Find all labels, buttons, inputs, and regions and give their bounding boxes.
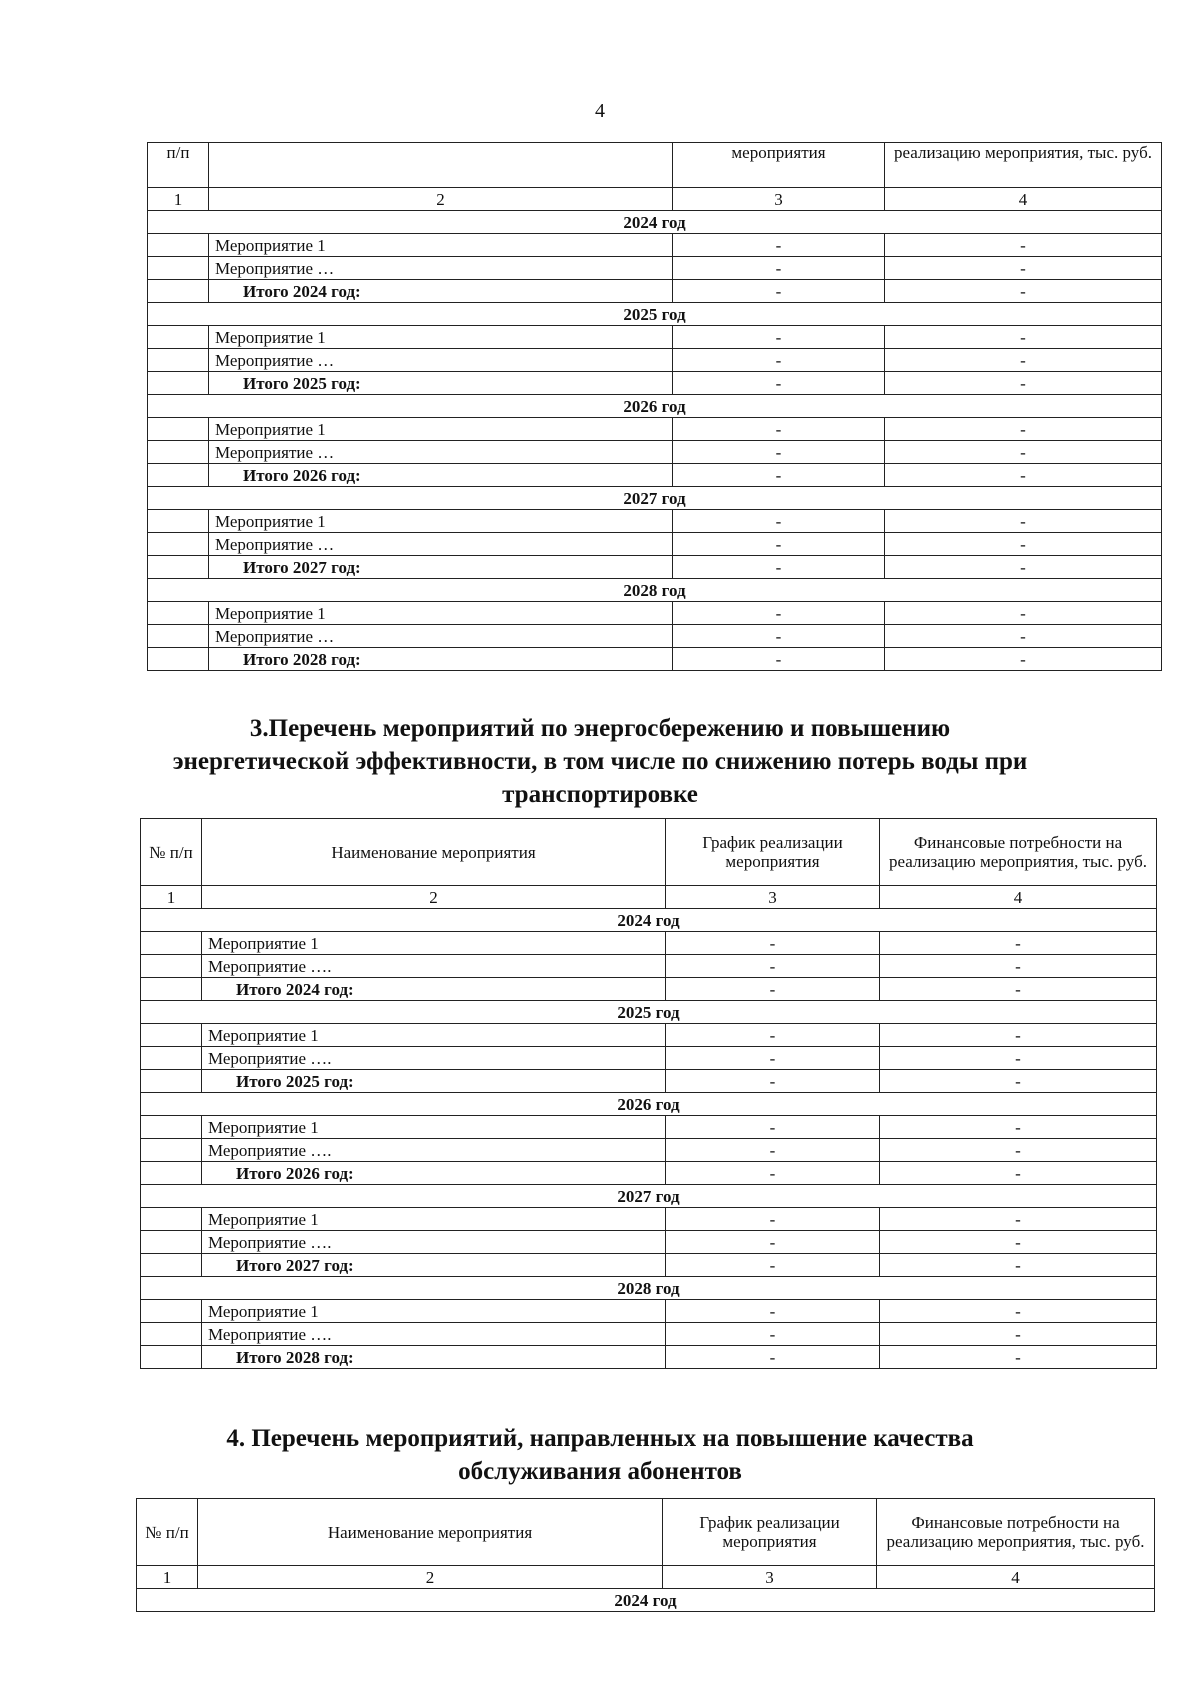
row-number-cell: [141, 1116, 202, 1139]
table-row: [148, 234, 1162, 257]
section-3-title-line: энергетической эффективности, в том числе по снижению потерь воды при: [172, 748, 1028, 775]
row-number-cell: [148, 349, 209, 372]
row-number-cell: [141, 1139, 202, 1162]
schedule-cell: -: [673, 510, 885, 533]
activity-name-cell: Мероприятие 1: [202, 1116, 666, 1139]
table-row: [148, 441, 1162, 464]
year-row: [148, 211, 1162, 234]
total-row: [141, 1162, 1157, 1185]
column-number: 2: [202, 886, 666, 909]
finance-cell: -: [880, 1300, 1157, 1323]
activity-name-cell: Мероприятие …: [209, 625, 673, 648]
activity-name-cell: Мероприятие 1: [209, 326, 673, 349]
finance-cell: -: [885, 464, 1162, 487]
activity-name-cell: Мероприятие ….: [202, 1231, 666, 1254]
year-row: [148, 303, 1162, 326]
column-number: 3: [663, 1566, 877, 1589]
finance-cell: -: [885, 257, 1162, 280]
table-row: [141, 1116, 1157, 1139]
column-number: 4: [880, 886, 1157, 909]
total-label-cell: Итого 2024 год:: [209, 280, 673, 303]
header-number: № п/п: [137, 1499, 198, 1566]
row-number-cell: [141, 955, 202, 978]
header-schedule: График реализации мероприятия: [666, 819, 880, 886]
schedule-cell: -: [673, 533, 885, 556]
schedule-cell: -: [666, 1323, 880, 1346]
year-heading: 2027 год: [148, 487, 1162, 510]
row-number-cell: [141, 1231, 202, 1254]
year-row: [148, 395, 1162, 418]
schedule-cell: -: [673, 441, 885, 464]
schedule-cell: -: [666, 1070, 880, 1093]
finance-cell: -: [880, 1070, 1157, 1093]
schedule-cell: -: [673, 556, 885, 579]
year-heading: 2024 год: [141, 909, 1157, 932]
table-row: [148, 349, 1162, 372]
table-row: [148, 326, 1162, 349]
activity-name-cell: Мероприятие ….: [202, 1139, 666, 1162]
total-row: [148, 372, 1162, 395]
total-row: [141, 978, 1157, 1001]
table-row: [148, 602, 1162, 625]
total-row: [148, 464, 1162, 487]
year-row: [141, 1185, 1157, 1208]
row-number-cell: [148, 326, 209, 349]
finance-cell: -: [885, 533, 1162, 556]
schedule-cell: -: [666, 1254, 880, 1277]
finance-cell: -: [885, 326, 1162, 349]
table-body: [148, 211, 1162, 671]
table-row: [141, 932, 1157, 955]
column-numbers-row: [148, 188, 1162, 211]
row-number-cell: [148, 648, 209, 671]
schedule-cell: -: [666, 1300, 880, 1323]
table-row: [141, 1231, 1157, 1254]
schedule-cell: -: [666, 1208, 880, 1231]
total-row: [141, 1254, 1157, 1277]
section-4-title: [0, 1422, 1200, 1488]
schedule-cell: -: [673, 326, 885, 349]
finance-cell: -: [880, 1139, 1157, 1162]
year-row: [141, 1093, 1157, 1116]
row-number-cell: [148, 257, 209, 280]
schedule-cell: -: [666, 1024, 880, 1047]
finance-cell: -: [885, 441, 1162, 464]
table-row: [141, 955, 1157, 978]
total-label-cell: Итого 2024 год:: [202, 978, 666, 1001]
table-row: [148, 510, 1162, 533]
schedule-cell: -: [673, 464, 885, 487]
row-number-cell: [148, 625, 209, 648]
header-name: [209, 143, 673, 188]
table-row: [148, 418, 1162, 441]
column-number: 3: [666, 886, 880, 909]
total-label-cell: Итого 2025 год:: [209, 372, 673, 395]
schedule-cell: -: [673, 648, 885, 671]
schedule-cell: -: [673, 418, 885, 441]
finance-cell: -: [880, 1116, 1157, 1139]
total-label-cell: Итого 2025 год:: [202, 1070, 666, 1093]
row-number-cell: [148, 464, 209, 487]
row-number-cell: [141, 1300, 202, 1323]
schedule-cell: -: [666, 978, 880, 1001]
row-number-cell: [148, 234, 209, 257]
row-number-cell: [148, 418, 209, 441]
row-number-cell: [141, 1254, 202, 1277]
header-name: Наименование мероприятия: [202, 819, 666, 886]
year-row: [137, 1589, 1155, 1612]
column-number: 4: [885, 188, 1162, 211]
finance-cell: -: [880, 1231, 1157, 1254]
activity-name-cell: Мероприятие 1: [202, 1024, 666, 1047]
finance-cell: -: [885, 648, 1162, 671]
activity-name-cell: Мероприятие ….: [202, 1323, 666, 1346]
schedule-cell: -: [673, 257, 885, 280]
page-number: 4: [595, 100, 605, 122]
header-schedule: График реализации мероприятия: [663, 1499, 877, 1566]
schedule-cell: -: [666, 1047, 880, 1070]
finance-cell: -: [880, 1254, 1157, 1277]
finance-cell: -: [880, 1208, 1157, 1231]
activity-name-cell: Мероприятие 1: [209, 234, 673, 257]
header-number: п/п: [148, 143, 209, 188]
finance-cell: -: [885, 372, 1162, 395]
row-number-cell: [141, 1162, 202, 1185]
row-number-cell: [141, 978, 202, 1001]
column-number: 3: [673, 188, 885, 211]
header-finance: реализацию мероприятия, тыс. руб.: [885, 143, 1162, 188]
activities-table-continued: [147, 142, 1162, 671]
activity-name-cell: Мероприятие 1: [202, 1208, 666, 1231]
finance-cell: -: [885, 510, 1162, 533]
row-number-cell: [141, 932, 202, 955]
year-heading: 2026 год: [148, 395, 1162, 418]
row-number-cell: [141, 1047, 202, 1070]
finance-cell: -: [885, 349, 1162, 372]
row-number-cell: [148, 280, 209, 303]
year-row: [141, 909, 1157, 932]
section-3-title-line: транспортировке: [502, 781, 698, 808]
year-heading: 2025 год: [141, 1001, 1157, 1024]
finance-cell: -: [880, 955, 1157, 978]
schedule-cell: -: [666, 1162, 880, 1185]
activity-name-cell: Мероприятие 1: [202, 1300, 666, 1323]
finance-cell: -: [885, 418, 1162, 441]
finance-cell: -: [885, 556, 1162, 579]
finance-cell: -: [880, 1323, 1157, 1346]
table-row: [148, 533, 1162, 556]
column-number: 1: [148, 188, 209, 211]
finance-cell: -: [885, 625, 1162, 648]
table-body: [141, 909, 1157, 1369]
row-number-cell: [141, 1208, 202, 1231]
table-header: [137, 1499, 1155, 1589]
total-label-cell: Итого 2028 год:: [202, 1346, 666, 1369]
section-4-title-line: обслуживания абонентов: [458, 1458, 742, 1485]
activity-name-cell: Мероприятие …: [209, 349, 673, 372]
column-numbers-row: [137, 1566, 1155, 1589]
finance-cell: -: [885, 280, 1162, 303]
year-heading: 2025 год: [148, 303, 1162, 326]
column-number: 2: [209, 188, 673, 211]
header-finance: Финансовые потребности на реализацию мероприятия, тыс. руб.: [877, 1499, 1155, 1566]
schedule-cell: -: [673, 349, 885, 372]
total-row: [141, 1070, 1157, 1093]
total-label-cell: Итого 2026 год:: [209, 464, 673, 487]
year-row: [141, 1001, 1157, 1024]
section-3-title-line: 3.Перечень мероприятий по энергосбережению и повышению: [249, 715, 951, 742]
table-row: [141, 1323, 1157, 1346]
total-row: [148, 648, 1162, 671]
finance-cell: -: [880, 932, 1157, 955]
section-4-table: [136, 1498, 1155, 1612]
year-row: [148, 487, 1162, 510]
schedule-cell: -: [666, 1231, 880, 1254]
header-row: [141, 819, 1157, 886]
year-heading: 2028 год: [148, 579, 1162, 602]
total-row: [141, 1346, 1157, 1369]
table-row: [141, 1208, 1157, 1231]
column-number: 1: [141, 886, 202, 909]
table-row: [141, 1300, 1157, 1323]
table-header: [148, 143, 1162, 211]
schedule-cell: -: [666, 932, 880, 955]
section-3-table: [140, 818, 1157, 1369]
activity-name-cell: Мероприятие 1: [202, 932, 666, 955]
table-row: [141, 1139, 1157, 1162]
activity-name-cell: Мероприятие …: [209, 533, 673, 556]
activity-name-cell: Мероприятие ….: [202, 955, 666, 978]
total-row: [148, 556, 1162, 579]
row-number-cell: [148, 510, 209, 533]
year-row: [141, 1277, 1157, 1300]
column-number: 1: [137, 1566, 198, 1589]
finance-cell: -: [885, 234, 1162, 257]
row-number-cell: [148, 533, 209, 556]
row-number-cell: [141, 1346, 202, 1369]
activity-name-cell: Мероприятие 1: [209, 418, 673, 441]
header-schedule: мероприятия: [673, 143, 885, 188]
row-number-cell: [148, 602, 209, 625]
row-number-cell: [148, 441, 209, 464]
activity-name-cell: Мероприятие …: [209, 257, 673, 280]
finance-cell: -: [885, 602, 1162, 625]
table-row: [148, 625, 1162, 648]
header-row: [148, 143, 1162, 188]
activity-name-cell: Мероприятие ….: [202, 1047, 666, 1070]
total-label-cell: Итого 2027 год:: [209, 556, 673, 579]
schedule-cell: -: [673, 625, 885, 648]
finance-cell: -: [880, 1047, 1157, 1070]
column-number: 2: [198, 1566, 663, 1589]
finance-cell: -: [880, 978, 1157, 1001]
table-row: [148, 257, 1162, 280]
table-body: [137, 1589, 1155, 1612]
year-heading: 2024 год: [137, 1589, 1155, 1612]
table-row: [141, 1047, 1157, 1070]
finance-cell: -: [880, 1346, 1157, 1369]
row-number-cell: [148, 372, 209, 395]
year-heading: 2028 год: [141, 1277, 1157, 1300]
activity-name-cell: Мероприятие 1: [209, 602, 673, 625]
schedule-cell: -: [666, 1139, 880, 1162]
table-row: [141, 1024, 1157, 1047]
total-label-cell: Итого 2026 год:: [202, 1162, 666, 1185]
schedule-cell: -: [673, 372, 885, 395]
row-number-cell: [141, 1024, 202, 1047]
schedule-cell: -: [673, 280, 885, 303]
year-heading: 2024 год: [148, 211, 1162, 234]
row-number-cell: [148, 556, 209, 579]
schedule-cell: -: [673, 602, 885, 625]
schedule-cell: -: [666, 1116, 880, 1139]
header-row: [137, 1499, 1155, 1566]
year-heading: 2027 год: [141, 1185, 1157, 1208]
schedule-cell: -: [666, 1346, 880, 1369]
year-row: [148, 579, 1162, 602]
column-number: 4: [877, 1566, 1155, 1589]
schedule-cell: -: [666, 955, 880, 978]
row-number-cell: [141, 1070, 202, 1093]
total-label-cell: Итого 2028 год:: [209, 648, 673, 671]
header-number: № п/п: [141, 819, 202, 886]
finance-cell: -: [880, 1024, 1157, 1047]
activity-name-cell: Мероприятие …: [209, 441, 673, 464]
table-header: [141, 819, 1157, 909]
section-3-title: [0, 712, 1200, 811]
column-numbers-row: [141, 886, 1157, 909]
total-label-cell: Итого 2027 год:: [202, 1254, 666, 1277]
activity-name-cell: Мероприятие 1: [209, 510, 673, 533]
year-heading: 2026 год: [141, 1093, 1157, 1116]
finance-cell: -: [880, 1162, 1157, 1185]
header-finance: Финансовые потребности на реализацию мероприятия, тыс. руб.: [880, 819, 1157, 886]
row-number-cell: [141, 1323, 202, 1346]
section-4-title-line: 4. Перечень мероприятий, направленных на повышение качества: [226, 1425, 974, 1452]
schedule-cell: -: [673, 234, 885, 257]
header-name: Наименование мероприятия: [198, 1499, 663, 1566]
total-row: [148, 280, 1162, 303]
